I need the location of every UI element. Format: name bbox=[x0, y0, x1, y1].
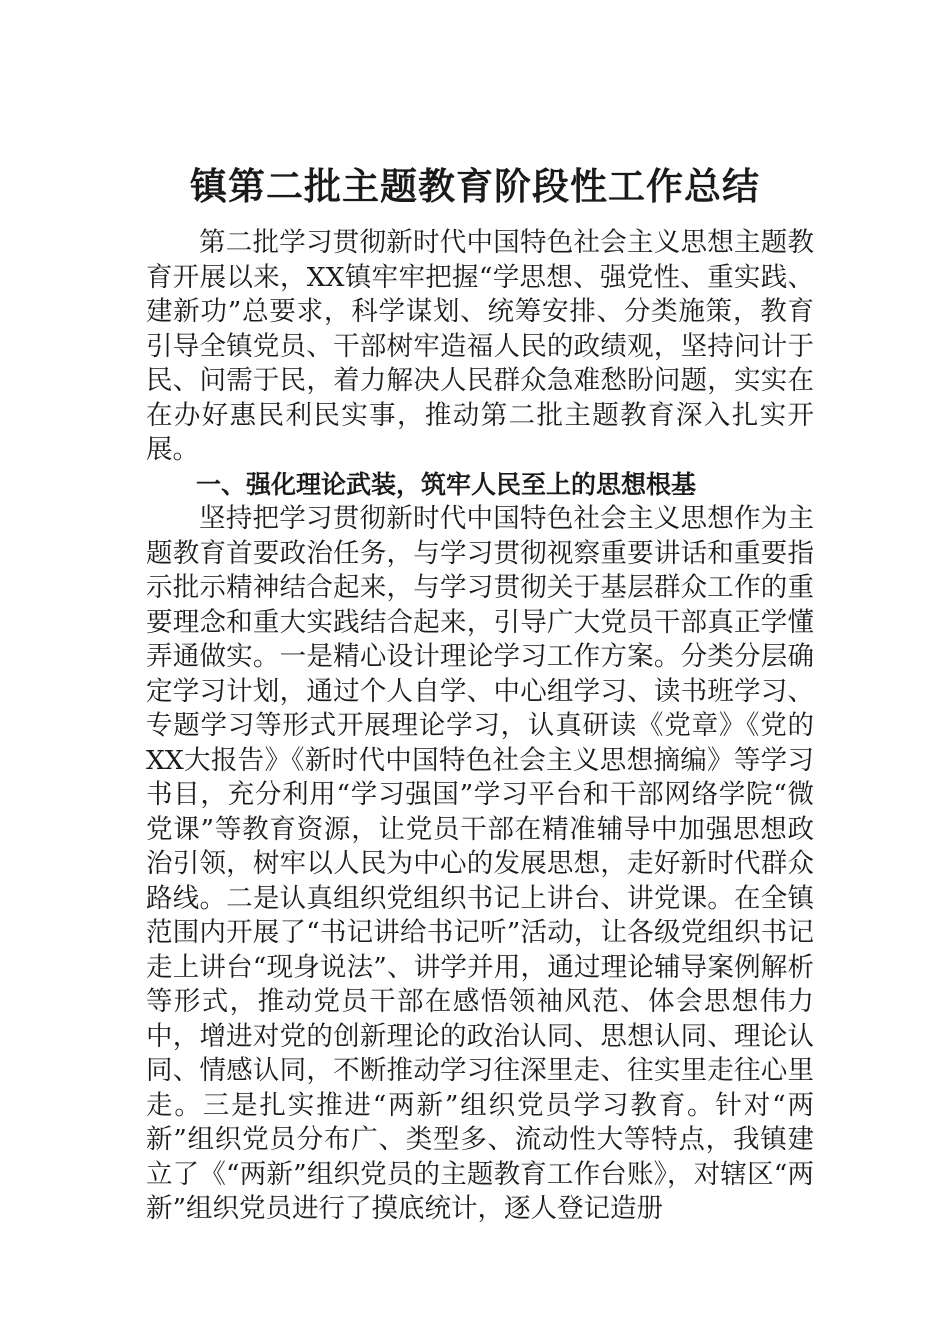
section-1-paragraph: 坚持把学习贯彻新时代中国特色社会主义思想作为主题教育首要政治任务，与学习贯彻视察重要讲话和重要指示批示精神结合起来，与学习贯彻关于基层群众工作的重要理念和重大实践结合起来，引导广大党员干部真正学懂弄通做实。一是精心设计理论学习工作方案。分类分层确定学习计划，通过个人自学、中心组学习、读书班学习、专题学习等形式开展理论学习，认真研读《党章》《党的XX大报告》《新时代中国特色社会主义思想摘编》等学习书目，充分利用“学习强国”学习平台和干部网络学院“微党课”等教育资源，让党员干部在精准辅导中加强思想政治引领，树牢以人民为中心的发展思想，走好新时代群众路线。二是认真组织党组织书记上讲台、讲党课。在全镇范围内开展了“书记讲给书记听”活动，让各级党组织书记走上讲台“现身说法”、讲学并用，通过理论辅导案例解析等形式，推动党员干部在感悟领袖风范、体会思想伟力中，增进对党的创新理论的政治认同、思想认同、理论认同、情感认同，不断推动学习往深里走、往实里走往心里走。三是扎实推进“两新”组织党员学习教育。针对“两新”组织党员分布广、类型多、流动性大等特点，我镇建立了《“两新”组织党员的主题教育工作台账》，对辖区“两新”组织党员进行了摸底统计，逐人登记造册 bbox=[146, 503, 814, 1224]
intro-paragraph: 第二批学习贯彻新时代中国特色社会主义思想主题教育开展以来，XX镇牢牢把握“学思想、强党性、重实践、建新功”总要求，科学谋划、统筹安排、分类施策，教育引导全镇党员、干部树牢造福人民的政绩观，坚持问计于民、问需于民，着力解决人民群众急难愁盼问题，实实在在办好惠民利民实事，推动第二批主题教育深入扎实开展。 bbox=[146, 227, 814, 465]
document-title: 镇第二批主题教育阶段性工作总结 bbox=[190, 164, 760, 208]
document-body bbox=[146, 226, 814, 1227]
section-heading-1: 一、强化理论武装，筑牢人民至上的思想根基 bbox=[196, 469, 697, 499]
